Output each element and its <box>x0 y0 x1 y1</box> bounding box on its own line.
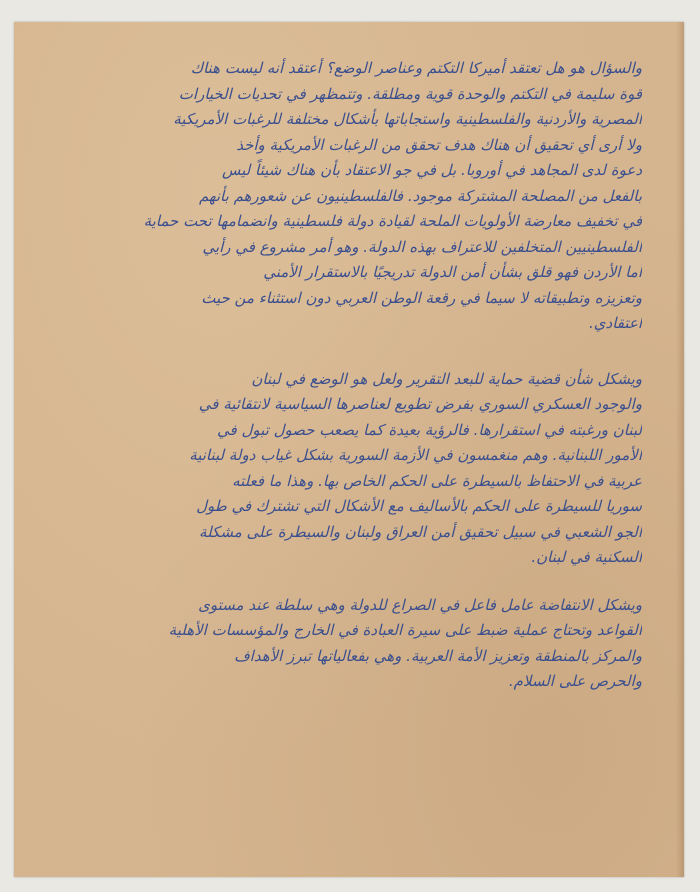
text-line: والوجود العسكري السوري بفرض تطويع لعناصرها السياسية لانتقائية في <box>198 395 642 413</box>
text-line: والمركز بالمنطقة وتعزيز الأمة العربية. وهي بفعالياتها تبرز الأهداف <box>234 646 642 665</box>
text-line: وتعزيزه وتطبيقاته لا سيما في رقعة الوطن العربي دون استثناء من حيث <box>201 288 642 307</box>
text-line: والحرص على السلام. <box>508 672 642 690</box>
text-line: لبنان ورغبته في استقرارها. فالرؤية بعيدة كما يصعب حصول تبول في <box>217 420 642 439</box>
text-line: سوريا للسيطرة على الحكم بالأساليف مع الأشكال التي تشترك في طول <box>196 497 642 515</box>
text-line: قوة سليمة في التكتم والوحدة قوية ومطلقة. وتتمظهر في تحديات الخيارات <box>178 84 642 103</box>
text-line: الجو الشعبي في سبيل تحقيق أمن العراق ولبنان والسيطرة على مشكلة <box>199 522 642 541</box>
text-line: السكنية في لبنان. <box>531 548 642 566</box>
paragraph-gap <box>54 571 642 593</box>
text-line: ولا أرى أي تحقيق أن هناك هدف تحقق من الرغبات الأمريكية وأخذ <box>236 135 642 154</box>
text-line: ويشكل الانتفاضة عامل فاعل في الصراع للدولة وهي سلطة عند مستوى <box>198 595 642 614</box>
text-line: القواعد وتحتاج عملية ضبط على سيرة العبادة في الخارج والمؤسسات الأهلية <box>168 621 642 639</box>
text-line: ويشكل شأن قضية حماية للبعد التقرير ولعل هو الوضع في لبنان <box>251 369 642 388</box>
text-line: الفلسطينيين المتخلفين للاعتراف بهذه الدولة. وهو أمر مشروع في رأيي <box>202 237 642 256</box>
paper-edge-shadow <box>676 22 684 877</box>
text-line: في تخفيف معارضة الأولويات الملحة لقيادة دولة فلسطينية وانضمامها تحت حماية <box>143 212 642 230</box>
paragraph-gap <box>54 337 642 367</box>
text-line: اعتقادي. <box>589 314 642 332</box>
document-page <box>14 22 684 877</box>
text-line: أما الأردن فهو قلق بشأن أمن الدولة تدريجيًا بالاستقرار الأمني <box>263 263 642 281</box>
paragraph-1 <box>54 56 642 337</box>
handwritten-arabic-text <box>54 56 642 695</box>
paragraph-3 <box>54 593 642 695</box>
text-line: عربية في الاحتفاظ بالسيطرة على الحكم الخاص بها. وهذا ما فعلته <box>232 471 642 490</box>
text-line: الأمور اللبنانية. وهم منغمسون في الأزمة السورية بشكل غياب دولة لبنانية <box>189 446 642 464</box>
text-line: والسؤال هو هل تعتقد أميركا التكتم وعناصر الوضع؟ أعتقد أنه ليست هناك <box>190 59 642 77</box>
text-line: بالفعل من المصلحة المشتركة موجود. فالفلسطينيون عن شعورهم بأنهم <box>198 186 642 205</box>
text-line: دعوة لدى المجاهد في أوروبا. بل في جو الاعتقاد بأن هناك شيئاً ليس <box>222 161 642 179</box>
paragraph-2 <box>54 367 642 571</box>
text-line: المصرية والأردنية والفلسطينية واستجاباتها بأشكال مختلفة للرغبات الأمريكية <box>173 110 642 128</box>
